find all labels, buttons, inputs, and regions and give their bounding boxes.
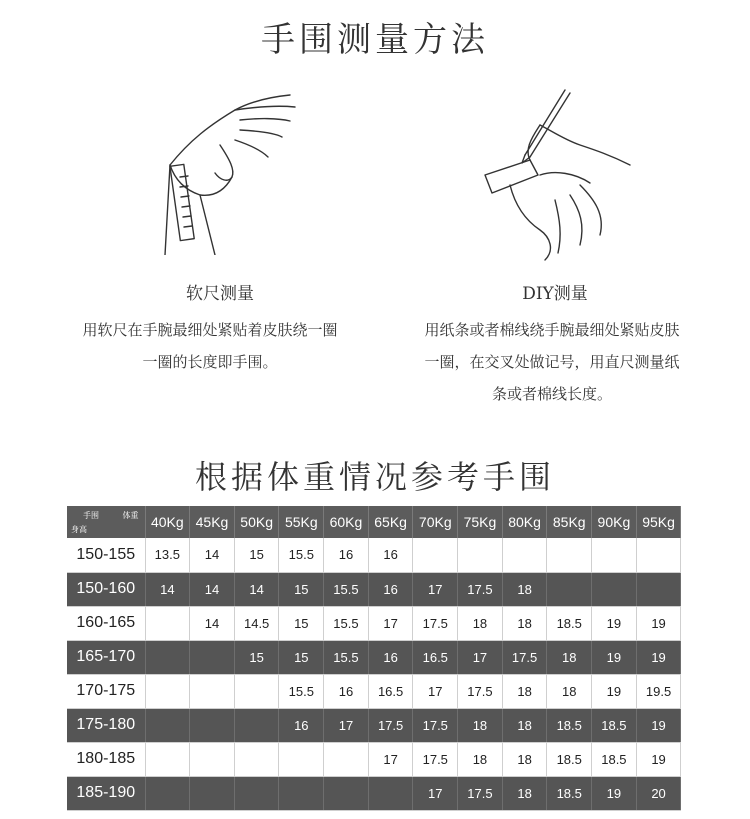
- wrist-size-cell: 17.5: [413, 708, 458, 742]
- wrist-size-cell: 17: [413, 674, 458, 708]
- corner-wrist-label: 手围: [83, 511, 99, 520]
- table-row: [67, 538, 681, 572]
- wrist-size-cell: 18: [458, 606, 503, 640]
- wrist-size-cell: 19: [636, 708, 681, 742]
- height-cell: 150-155: [67, 538, 145, 572]
- wrist-size-cell: 19: [592, 674, 637, 708]
- wrist-size-cell: 18: [458, 708, 503, 742]
- wrist-size-cell: 17: [458, 640, 503, 674]
- weight-header: 55Kg: [279, 506, 324, 538]
- desc-line: 用软尺在手腕最细处紧贴着皮肤绕一圈: [82, 321, 338, 339]
- wrist-size-cell: [324, 776, 369, 810]
- wrist-size-cell: 16: [368, 572, 413, 606]
- wrist-size-cell: 16: [279, 708, 324, 742]
- wrist-size-cell: 15.5: [279, 538, 324, 572]
- wrist-size-cell: 14: [190, 572, 235, 606]
- wrist-size-cell: [547, 572, 592, 606]
- wrist-size-cell: 15.5: [279, 674, 324, 708]
- soft-tape-caption: 软尺测量: [186, 284, 254, 304]
- soft-tape-illustration: [140, 85, 310, 255]
- table-row: [67, 674, 681, 708]
- section-title: 根据体重情况参考手围: [194, 458, 555, 496]
- corner-height-label: 身高: [71, 525, 87, 534]
- wrist-size-cell: [145, 708, 190, 742]
- wrist-size-cell: 16.5: [368, 674, 413, 708]
- wrist-size-cell: [190, 742, 235, 776]
- wrist-size-cell: 15: [279, 606, 324, 640]
- wrist-size-cell: 15: [279, 572, 324, 606]
- wrist-size-cell: 18.5: [547, 776, 592, 810]
- wrist-size-cell: [636, 538, 681, 572]
- table-row: [67, 708, 681, 742]
- wrist-size-cell: 18.5: [547, 708, 592, 742]
- wrist-size-cell: 15.5: [324, 640, 369, 674]
- wrist-size-cell: [592, 572, 637, 606]
- height-cell: 175-180: [67, 708, 145, 742]
- height-cell: 185-190: [67, 776, 145, 810]
- wrist-size-cell: 13.5: [145, 538, 190, 572]
- wrist-size-cell: [234, 776, 279, 810]
- wrist-size-cell: [145, 606, 190, 640]
- wrist-size-cell: [145, 674, 190, 708]
- soft-tape-description: [50, 314, 370, 378]
- wrist-size-cell: 19.5: [636, 674, 681, 708]
- weight-header: 50Kg: [234, 506, 279, 538]
- wrist-size-cell: 17: [368, 606, 413, 640]
- page-title: 手围测量方法: [261, 20, 489, 60]
- wrist-size-cell: [234, 674, 279, 708]
- wrist-size-table: [67, 506, 681, 811]
- desc-line: 条或者棉线长度。: [491, 385, 612, 403]
- wrist-size-cell: 16: [324, 674, 369, 708]
- wrist-size-cell: 18: [547, 640, 592, 674]
- wrist-size-cell: 18.5: [592, 742, 637, 776]
- wrist-size-cell: 17.5: [413, 742, 458, 776]
- wrist-size-cell: 18: [502, 674, 547, 708]
- wrist-size-cell: 14: [234, 572, 279, 606]
- weight-header: 60Kg: [324, 506, 369, 538]
- table-row: [67, 606, 681, 640]
- wrist-size-cell: 18: [547, 674, 592, 708]
- wrist-size-cell: [636, 572, 681, 606]
- wrist-size-cell: 19: [592, 640, 637, 674]
- wrist-size-cell: 15: [234, 640, 279, 674]
- wrist-size-cell: 15.5: [324, 572, 369, 606]
- desc-line: 用纸条或者棉线绕手腕最细处紧贴皮肤: [424, 321, 680, 339]
- wrist-size-cell: [502, 538, 547, 572]
- wrist-size-cell: 17.5: [502, 640, 547, 674]
- weight-header: 45Kg: [190, 506, 235, 538]
- table-row: [67, 640, 681, 674]
- wrist-size-cell: [190, 776, 235, 810]
- wrist-size-cell: [324, 742, 369, 776]
- wrist-size-cell: 16: [368, 538, 413, 572]
- wrist-size-cell: 17: [413, 572, 458, 606]
- wrist-size-cell: 16: [324, 538, 369, 572]
- wrist-size-cell: 18: [502, 606, 547, 640]
- wrist-size-cell: 17.5: [458, 776, 503, 810]
- wrist-size-cell: 15: [279, 640, 324, 674]
- diy-strip-illustration: [470, 85, 650, 265]
- wrist-size-cell: 19: [636, 640, 681, 674]
- wrist-size-cell: [190, 674, 235, 708]
- wrist-size-cell: 19: [592, 776, 637, 810]
- height-cell: 150-160: [67, 572, 145, 606]
- wrist-size-cell: [279, 776, 324, 810]
- wrist-size-cell: [368, 776, 413, 810]
- table-row: [67, 742, 681, 776]
- wrist-size-cell: 16: [368, 640, 413, 674]
- wrist-size-cell: 18: [502, 572, 547, 606]
- weight-header: 75Kg: [458, 506, 503, 538]
- table-header-row: [67, 506, 681, 538]
- desc-line: 一圈，在交叉处做记号，用直尺测量纸: [424, 353, 680, 371]
- weight-header: 85Kg: [547, 506, 592, 538]
- wrist-size-cell: [190, 708, 235, 742]
- wrist-size-cell: 17: [368, 742, 413, 776]
- height-cell: 170-175: [67, 674, 145, 708]
- wrist-size-cell: 18: [502, 708, 547, 742]
- wrist-size-cell: 16.5: [413, 640, 458, 674]
- weight-header: 65Kg: [368, 506, 413, 538]
- wrist-size-cell: 18: [458, 742, 503, 776]
- wrist-size-cell: 15.5: [324, 606, 369, 640]
- wrist-size-cell: [145, 742, 190, 776]
- wrist-size-cell: 17: [324, 708, 369, 742]
- wrist-size-cell: [279, 742, 324, 776]
- wrist-size-cell: 17.5: [368, 708, 413, 742]
- wrist-size-cell: [145, 640, 190, 674]
- wrist-size-cell: [592, 538, 637, 572]
- wrist-size-cell: 19: [636, 742, 681, 776]
- height-cell: 160-165: [67, 606, 145, 640]
- weight-header: 40Kg: [145, 506, 190, 538]
- wrist-size-cell: 17: [413, 776, 458, 810]
- weight-header: 80Kg: [502, 506, 547, 538]
- wrist-size-cell: [234, 742, 279, 776]
- weight-header: 70Kg: [413, 506, 458, 538]
- weight-header: 90Kg: [592, 506, 637, 538]
- wrist-size-cell: 14: [145, 572, 190, 606]
- table-row: [67, 776, 681, 810]
- wrist-size-cell: [190, 640, 235, 674]
- wrist-size-cell: 18: [502, 776, 547, 810]
- wrist-size-cell: 14.5: [234, 606, 279, 640]
- weight-header: 95Kg: [636, 506, 681, 538]
- wrist-size-cell: 18: [502, 742, 547, 776]
- corner-weight-label: 体重: [122, 511, 139, 520]
- diy-caption: DIY测量: [522, 284, 588, 304]
- wrist-size-cell: 18.5: [547, 742, 592, 776]
- diy-description: [392, 314, 712, 410]
- wrist-size-cell: 18.5: [547, 606, 592, 640]
- wrist-size-cell: 14: [190, 606, 235, 640]
- wrist-size-cell: 17.5: [413, 606, 458, 640]
- wrist-size-cell: 15: [234, 538, 279, 572]
- wrist-size-cell: 14: [190, 538, 235, 572]
- wrist-size-cell: 18.5: [592, 708, 637, 742]
- wrist-size-cell: 19: [592, 606, 637, 640]
- table-row: [67, 572, 681, 606]
- wrist-size-cell: [413, 538, 458, 572]
- desc-line: 一圈的长度即手围。: [142, 353, 278, 371]
- wrist-size-cell: [145, 776, 190, 810]
- wrist-size-cell: 17.5: [458, 674, 503, 708]
- wrist-size-cell: [458, 538, 503, 572]
- height-cell: 180-185: [67, 742, 145, 776]
- wrist-size-cell: [234, 708, 279, 742]
- wrist-size-cell: [547, 538, 592, 572]
- wrist-size-cell: 20: [636, 776, 681, 810]
- wrist-size-cell: 19: [636, 606, 681, 640]
- height-cell: 165-170: [67, 640, 145, 674]
- wrist-size-cell: 17.5: [458, 572, 503, 606]
- table-corner-cell: [67, 506, 145, 538]
